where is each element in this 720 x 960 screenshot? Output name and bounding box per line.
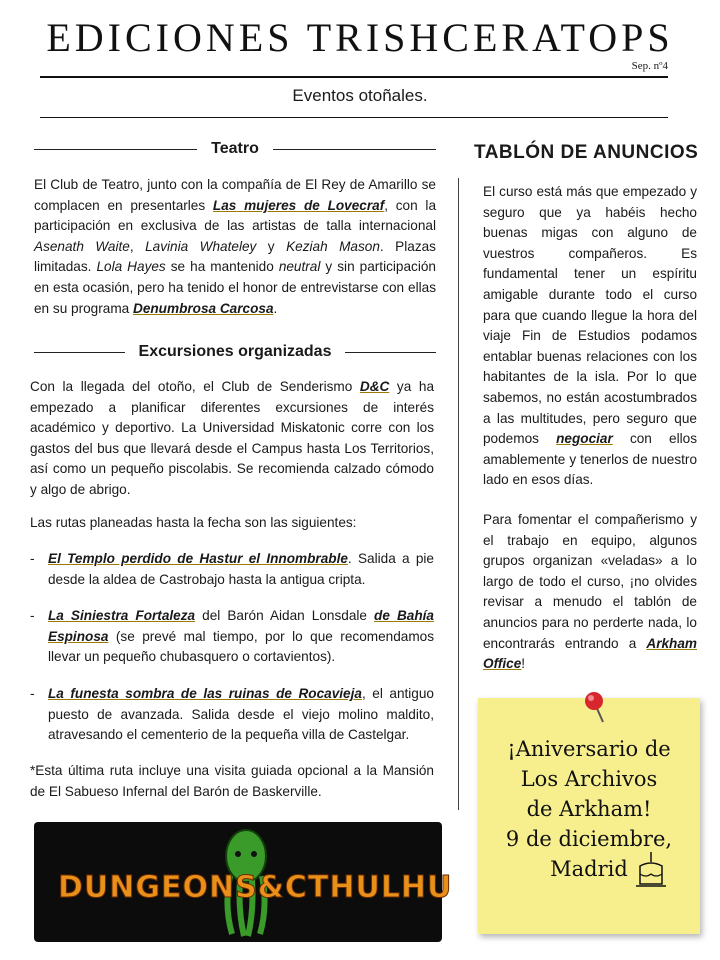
heading-line	[34, 149, 197, 150]
text: . Plazas limitadas.	[34, 238, 436, 275]
excursiones-heading	[34, 343, 436, 361]
text: . Salida a pie desde la aldea de Castrobajo hasta la antigua cripta.	[48, 551, 434, 587]
text: ya ha empezado a planificar diferentes excursiones de interés académico y deportivo. La Universidad Miskatonic corre con los gastos del bus que llevará desde el Campus hasta Los Territorios, así como un pequeño piscolabis. Se recomienda calzado cómodo y algo de abrigo.	[30, 379, 435, 497]
logo-text: DUNGEONS&CTHULHU	[58, 870, 453, 905]
heading-line	[273, 149, 436, 150]
text: El curso está más que empezado y seguro que ya habéis hecho buenas migas con alguno de vuestros compañeros. Es fundamental tener un espíritu amigable durante todo el curso para que cuando llegue la hora del viaje Fin de Estudios podamos entablar buenas relaciones con los habitantes de la isla. Por lo que sabemos, no están acostumbrados a las multitudes, pero seguro que podemos	[483, 184, 697, 447]
artist-name: Lola Hayes	[96, 259, 166, 275]
text: Con la llegada del otoño, el Club de Senderismo	[30, 379, 360, 394]
route-item	[30, 606, 434, 668]
note-line: ¡Aniversario de	[507, 737, 671, 761]
masthead-rule-top	[40, 76, 668, 78]
arkham-office-link: Arkham Office	[483, 635, 697, 672]
tablon-paragraph-1	[483, 182, 697, 491]
issue-number: Sep. nº4	[631, 60, 668, 72]
push-pin-icon	[583, 690, 611, 724]
artist-name: Asenath Waite	[34, 238, 130, 254]
route-name: de Bahía Espinosa	[48, 608, 434, 644]
club-name: D&C	[359, 379, 390, 394]
route-name: El Templo perdido de Hastur el Innombrable	[48, 551, 348, 566]
route-item	[30, 684, 434, 746]
teatro-paragraph	[34, 175, 436, 319]
teatro-title: Teatro	[211, 140, 259, 157]
list-dash: -	[30, 686, 35, 701]
heading-line	[34, 352, 125, 353]
text: y sin participación en esta ocasión, pero ha tenido el honor de entrevistarse con ellas en su programa	[34, 259, 436, 316]
excursiones-intro-paragraph	[30, 377, 434, 501]
neutral-word: neutral	[278, 259, 321, 275]
text: y	[256, 238, 287, 254]
note-line: Madrid	[550, 857, 628, 881]
masthead-rule-bottom	[40, 117, 668, 118]
list-dash: -	[30, 608, 35, 623]
masthead-title: EDICIONES TRISHCERATOPS	[46, 15, 674, 60]
route-name: La funesta sombra de las ruinas de Rocavieja	[48, 686, 362, 701]
sticky-note	[478, 698, 700, 934]
text: El Club de Teatro, junto con la compañía de El Rey de Amarillo se complacen en presentarles	[34, 177, 436, 213]
column-divider	[458, 178, 459, 810]
text: se ha mantenido	[165, 259, 279, 275]
note-line: 9 de diciembre,	[505, 827, 673, 851]
route-name: La Siniestra Fortaleza	[48, 608, 196, 623]
text: , con la participación en exclusiva de las artistas de talla internacional	[34, 197, 436, 234]
excursiones-title: Excursiones organizadas	[138, 343, 332, 360]
text: .	[273, 300, 278, 316]
tablon-heading: TABLÓN DE ANUNCIOS	[474, 142, 699, 163]
artist-name: Keziah Mason	[286, 238, 380, 254]
masthead-subtitle: Eventos otoñales.	[292, 86, 428, 105]
heading-line	[345, 352, 436, 353]
note-line: de Arkham!	[526, 797, 652, 821]
text: !	[521, 656, 526, 672]
program-title: Denumbrosa Carcosa	[133, 300, 274, 316]
route-footnote: *Esta última ruta incluye una visita guiada opcional a la Mansión de El Sabueso Infernal del Barón de Baskerville.	[30, 763, 434, 799]
text: ,	[129, 238, 146, 254]
negociar-word: negociar	[556, 431, 613, 447]
route-item	[30, 549, 434, 590]
list-dash: -	[30, 551, 35, 566]
show-title: Las mujeres de Lovecraf	[212, 197, 385, 213]
note-line: Los Archivos	[520, 767, 658, 791]
text: , el antiguo puesto de avanzada. Salida desde el viejo molino maldito, atravesando el cementerio de la pequeña villa de Castelgar.	[48, 686, 434, 743]
cake-icon	[634, 850, 668, 890]
artist-name: Lavinia Whateley	[145, 238, 257, 254]
tablon-paragraph-2	[483, 510, 697, 675]
routes-intro: Las rutas planeadas hasta la fecha son las siguientes:	[30, 515, 357, 530]
text: del Barón Aidan Lonsdale	[195, 608, 375, 623]
text: Para fomentar el compañerismo y el trabajo en equipo, algunos grupos organizan «veladas» a lo largo de todo el curso, ¡no olvides revisar a menudo el tablón de anuncios para no perderte nada, lo encontrarás entrando a	[483, 512, 697, 651]
text: (se prevé mal tiempo, por lo que recomendamos llevar un pequeño chubasquero o cortavientos).	[48, 628, 434, 665]
teatro-heading	[34, 140, 436, 158]
text: con ellos amablemente y tenerlos de nuestro lado en esos días.	[483, 431, 698, 488]
